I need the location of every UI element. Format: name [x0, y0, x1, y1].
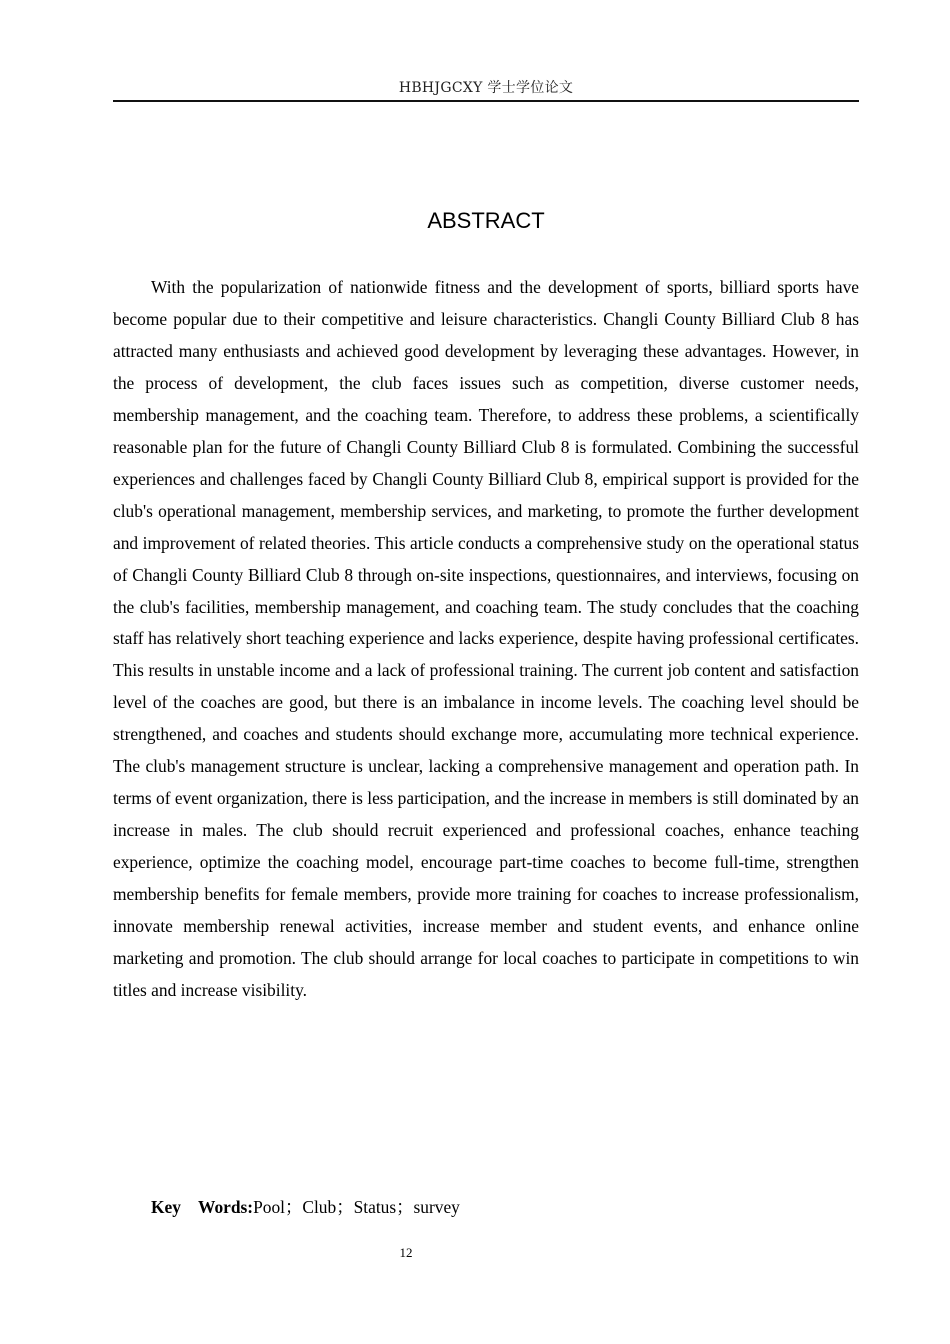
abstract-title: ABSTRACT	[427, 208, 545, 233]
keywords-label: Key Words:	[151, 1197, 254, 1217]
header-rule	[113, 100, 859, 102]
keywords-value: Pool；Club；Status；survey	[253, 1197, 460, 1217]
running-header: HBHJGCXY 学士学位论文	[398, 80, 574, 96]
keywords-line	[151, 1193, 460, 1218]
abstract-body: With the popularization of nationwide fitness and the development of sports, billiard sports have become popular due to their competitive and leisure characteristics. Changli County Billiard Club 8 has attracted many enthusiasts and achieved good development by leveraging these advantages. However, in the process of development, the club faces issues such as competition, diverse customer needs, membership management, and the coaching team. Therefore, to address these problems, a scientifically reasonable plan for the future of Changli County Billiard Club 8 is formulated. Combining the successful experiences and challenges faced by Changli County Billiard Club 8, empirical support is provided for the club's operational management, membership services, and marketing, to promote the further development and improvement of related theories. This article conducts a comprehensive study on the operational status of Changli County Billiard Club 8 through on-site inspections, questionnaires, and interviews, focusing on the club's facilities, membership management, and coaching team. The study concludes that the coaching staff has relatively short teaching experience and lacks experience, despite having professional certificates. This results in unstable income and a lack of professional training. The current job content and satisfaction level of the coaches are good, but there is an imbalance in income levels. The coaching level should be strengthened, and coaches and students should exchange more, accumulating more technical experience. The club's management structure is unclear, lacking a comprehensive management and operation path. In terms of event organization, there is less participation, and the increase in members is still dominated by an increase in males. The club should recruit experienced and professional coaches, enhance teaching experience, optimize the coaching model, encourage part-time coaches to become full-time, strengthen membership benefits for female members, provide more training for coaches to increase professionalism, innovate membership renewal activities, increase member and student events, and enhance online marketing and promotion. The club should arrange for local coaches to participate in competitions to win titles and increase visibility.	[113, 277, 859, 1000]
page-number: 12	[399, 1245, 413, 1260]
